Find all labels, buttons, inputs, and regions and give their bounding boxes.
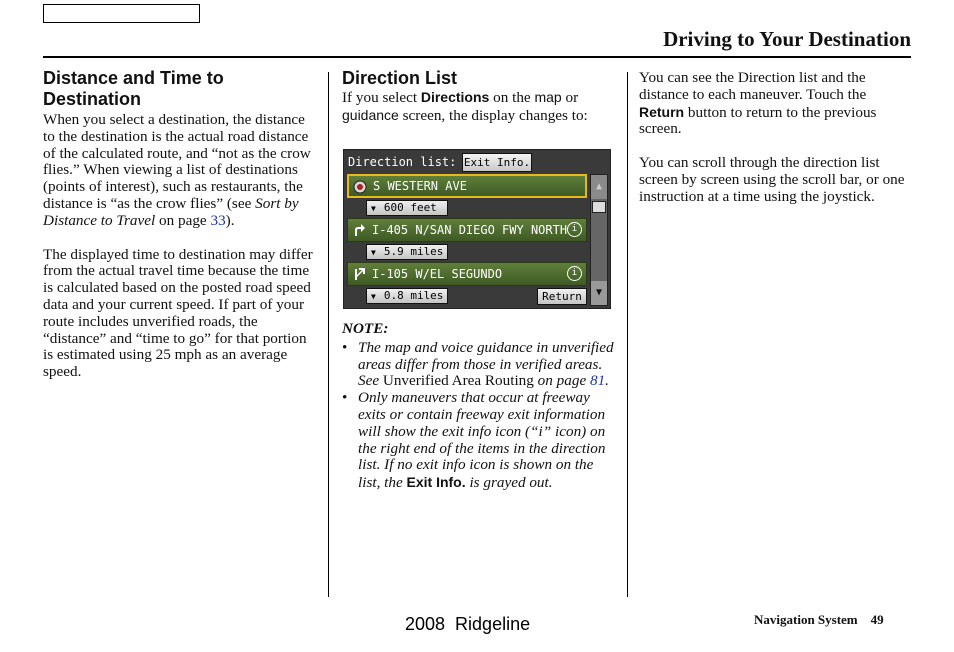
direction-row[interactable]: S WESTERN AVE (347, 174, 587, 198)
unverified-area-ref: Unverified Area Routing (382, 372, 534, 390)
exit-info-icon: i (567, 266, 582, 281)
toc-link-box[interactable] (43, 4, 200, 23)
section-title-distance-time: Distance and Time to Destination (43, 68, 224, 109)
footer-nav (754, 612, 884, 628)
column-distance-time (43, 68, 315, 381)
exit-info-button[interactable]: Exit Info. (462, 153, 532, 172)
column-divider-2 (627, 72, 628, 597)
direction-list-screen (343, 149, 611, 309)
scroll-up-button[interactable]: ▲ (591, 175, 607, 199)
exit-ramp-arrow-icon (352, 267, 366, 281)
column-direction-info (639, 70, 911, 206)
page-link-81[interactable]: 81 (589, 372, 606, 390)
guidance-label: guidance (342, 106, 399, 123)
page-header-title: Driving to Your Destination (663, 27, 911, 51)
scroll-bar[interactable] (590, 174, 608, 306)
map-label: map (534, 89, 562, 105)
return-paragraph: You can see the Direction list and the distance to each maneuver. Touch the Return button to return to the previous screen. (639, 69, 877, 138)
destination-flag-icon (353, 180, 367, 194)
footer-model: 2008 Ridgeline (405, 614, 531, 634)
notes-section (342, 321, 614, 492)
distance-paragraph: When you select a destination, the distance to the destination is the actual road distance of the calculated route, and “not as the crow flies.” When viewing a list of destinations (points of interest), such as restaurants, the distance is “as the crow flies” (see Sort by Distance to Travel on page 33). The displayed time to destination may differ from the actual travel time because the time is calculated based on the posted road speed data and your current speed. If part of your route includes unverified roads, the “distance” and “time to go” for that portion is estimated using 25 mph as an average speed. (43, 112, 315, 381)
sort-by-distance-ref: Sort by Distance to Travel (43, 194, 299, 229)
note-title: NOTE: (342, 320, 389, 337)
return-label: Return (639, 103, 685, 120)
note-item: • Only maneuvers that occur at freeway exits or contain freeway exit information will show the exit info icon (“i” icon) on the right end of the items in the direction list. If no exit info icon is shown on the list, the Exit Info. is grayed out. (342, 389, 606, 492)
dropdown-arrow-icon: ▼ (371, 292, 376, 301)
note-item: • The map and voice guidance in unverified areas differ from those in verified areas. See Unverified Area Routing on page 81. (342, 338, 614, 390)
return-button[interactable]: Return (537, 288, 587, 305)
dropdown-arrow-icon: ▼ (371, 204, 376, 213)
screen-title: Direction list: (348, 155, 457, 169)
scroll-down-button[interactable]: ▼ (591, 281, 607, 305)
direction-row[interactable]: I-105 W/EL SEGUNDO i (347, 262, 587, 286)
distance-label: ▼ 5.9 miles (366, 244, 448, 260)
direction-intro: If you select Directions on the map or guidance screen, the display changes to: (342, 89, 588, 124)
column-divider-1 (328, 72, 329, 597)
header-divider (43, 56, 911, 58)
distance-label: ▼ 0.8 miles (366, 288, 448, 304)
page-number: 49 (870, 612, 884, 627)
directions-label: Directions (420, 89, 490, 105)
distance-label: ▼ 600 feet (366, 200, 448, 216)
dropdown-arrow-icon: ▼ (371, 248, 376, 257)
scroll-thumb[interactable] (592, 201, 606, 213)
exit-info-icon: i (567, 222, 582, 237)
exit-info-label: Exit Info. (406, 474, 466, 491)
footer-section-label: Navigation System (754, 612, 858, 627)
page-link-33[interactable]: 33 (210, 211, 226, 229)
turn-right-arrow-icon (352, 223, 366, 237)
direction-row[interactable]: I-405 N/SAN DIEGO FWY NORTH i (347, 218, 587, 242)
column-direction-list (342, 68, 614, 125)
time-paragraph: The displayed time to destination may differ from the actual travel time because the time is calculated based on the posted road speed data and your current speed. If part of your route includes unverified roads, the “distance” and “time to go” for that portion is estimated using 25 mph as an average speed. (43, 245, 313, 381)
section-title-direction-list: Direction List (342, 68, 458, 88)
scroll-paragraph: You can scroll through the direction list screen by screen using the scroll bar, or one instruction at a time using the joystick. (639, 154, 905, 205)
